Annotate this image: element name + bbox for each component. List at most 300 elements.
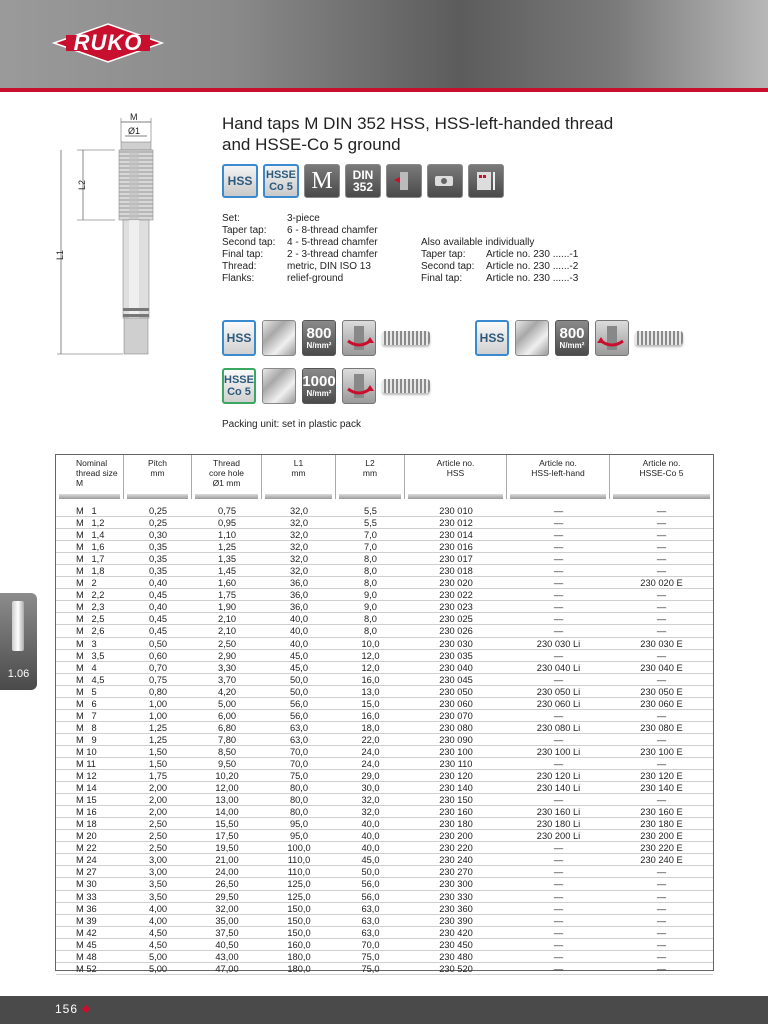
table-cell: M 30 xyxy=(76,879,97,890)
table-cell: 230 160 E xyxy=(640,807,683,818)
header-shade-bar xyxy=(195,494,258,499)
table-cell: 230 010 xyxy=(439,506,473,516)
table-cell: 35,00 xyxy=(215,915,239,926)
table-row xyxy=(56,686,713,698)
table-cell: 180,0 xyxy=(287,951,311,962)
table-cell: 63,0 xyxy=(289,734,309,745)
table-cell: 230 025 xyxy=(439,614,473,625)
table-cell: M 3,5 xyxy=(76,650,105,661)
table-cell: 230 022 xyxy=(439,590,473,601)
table-cell: 230 050 xyxy=(439,686,473,697)
table-row xyxy=(56,915,713,927)
table-row xyxy=(56,878,713,890)
tap-holder-icon xyxy=(427,164,463,198)
table-cell: 45,0 xyxy=(361,855,380,866)
table-cell: 3,50 xyxy=(148,879,168,890)
material-row-hss-left xyxy=(475,320,683,356)
column-header xyxy=(192,455,262,499)
table-row xyxy=(56,541,713,553)
table-cell: 6,80 xyxy=(217,722,237,733)
table-cell: — xyxy=(656,963,667,974)
table-cell: 230 110 xyxy=(439,758,473,769)
table-cell: M 2,2 xyxy=(76,590,105,601)
table-cell: 56,0 xyxy=(361,879,380,890)
table-cell: 230 390 xyxy=(439,915,473,926)
table-cell: 2,00 xyxy=(148,783,168,794)
hsse-co5-material-icon: HSSE Co 5 xyxy=(222,368,256,404)
hss-badge-icon: HSS xyxy=(222,164,258,198)
table-cell: 12,00 xyxy=(215,783,239,794)
table-cell: M 48 xyxy=(76,951,97,962)
table-row xyxy=(56,662,713,674)
table-cell: 2,00 xyxy=(148,795,168,806)
table-cell: 75,0 xyxy=(289,771,309,782)
table-cell: M 1 xyxy=(76,506,97,516)
steel-workpiece-icon xyxy=(262,368,296,404)
table-cell: M 8 xyxy=(76,722,97,733)
availability-list xyxy=(421,237,578,285)
table-cell: 1,10 xyxy=(217,530,237,541)
table-cell: 0,50 xyxy=(148,638,168,649)
material-row-hss-right xyxy=(222,320,430,356)
availability-heading: Also available individually xyxy=(421,237,535,248)
table-cell: — xyxy=(656,795,667,806)
table-cell: 0,25 xyxy=(148,518,168,529)
table-cell: 63,0 xyxy=(361,903,380,914)
table-cell: 32,0 xyxy=(361,795,380,806)
table-cell: 0,30 xyxy=(148,530,168,541)
table-row xyxy=(56,818,713,830)
column-header-line: HSSE-Co 5 xyxy=(639,468,684,478)
table-cell: 0,35 xyxy=(148,566,168,577)
table-cell: — xyxy=(656,530,667,541)
header-accent-line xyxy=(0,88,768,92)
table-cell: 1,75 xyxy=(217,590,237,601)
table-cell: — xyxy=(656,566,667,577)
table-cell: 4,20 xyxy=(217,686,237,697)
table-cell: 230 120 E xyxy=(640,771,683,782)
table-cell: — xyxy=(553,927,564,938)
table-cell: — xyxy=(553,867,564,878)
column-header xyxy=(610,455,713,499)
table-cell: 10,0 xyxy=(361,638,380,649)
hss-material-icon: HSS xyxy=(222,320,256,356)
table-cell: 230 200 xyxy=(439,831,473,842)
table-cell: 7,0 xyxy=(364,530,377,541)
table-cell: — xyxy=(656,542,667,553)
table-cell: M 20 xyxy=(76,831,97,842)
table-cell: 230 040 Li xyxy=(536,662,581,673)
table-cell: 0,45 xyxy=(148,590,168,601)
table-cell: 7,0 xyxy=(364,542,377,553)
table-cell: 230 330 xyxy=(439,891,473,902)
table-cell: 230 060 xyxy=(439,698,473,709)
table-body xyxy=(56,505,713,975)
table-row xyxy=(56,927,713,939)
hss-material-icon: HSS xyxy=(475,320,509,356)
column-header-line: mm xyxy=(362,468,378,478)
steel-workpiece-icon xyxy=(515,320,549,356)
table-row xyxy=(56,866,713,878)
table-cell: — xyxy=(656,903,667,914)
table-row xyxy=(56,577,713,589)
table-cell: 8,0 xyxy=(364,626,377,637)
table-row xyxy=(56,963,713,975)
table-cell: 2,10 xyxy=(217,614,237,625)
table-cell: 5,5 xyxy=(364,506,377,516)
table-row xyxy=(56,710,713,722)
table-cell: M 14 xyxy=(76,783,97,794)
table-cell: — xyxy=(553,650,564,661)
column-header-line: mm xyxy=(150,468,165,478)
table-cell: — xyxy=(553,855,564,866)
table-cell: 230 140 Li xyxy=(536,783,581,794)
table-cell: 6,00 xyxy=(217,710,237,721)
dimension-label-m: M xyxy=(130,112,138,122)
column-header-line: M xyxy=(76,478,84,488)
table-cell: 3,70 xyxy=(217,674,237,685)
table-cell: 230 026 xyxy=(439,626,473,637)
table-cell: — xyxy=(656,734,667,745)
table-cell: 0,80 xyxy=(148,686,168,697)
table-cell: — xyxy=(656,758,667,769)
table-cell: 9,0 xyxy=(364,602,377,613)
table-cell: 13,0 xyxy=(361,686,380,697)
table-cell: 230 023 xyxy=(439,602,473,613)
spec-row: Taper tap: 6 - 8-thread chamfer xyxy=(222,225,378,236)
header-shade-bar xyxy=(265,494,332,499)
spec-row: Set: 3-piece xyxy=(222,213,320,224)
table-cell: 230 180 E xyxy=(640,819,683,830)
hand-tap-icon xyxy=(12,601,24,651)
table-cell: 32,0 xyxy=(289,554,309,565)
table-cell: — xyxy=(553,578,564,589)
table-cell: — xyxy=(553,554,564,565)
table-cell: 2,50 xyxy=(217,638,237,649)
table-cell: 0,75 xyxy=(217,506,237,516)
table-cell: 230 080 xyxy=(439,722,473,733)
column-header-line: HSS xyxy=(446,468,465,478)
chamfer-angle-icon xyxy=(386,164,422,198)
table-cell: 1,45 xyxy=(217,566,237,577)
table-cell: 32,0 xyxy=(289,518,309,529)
table-cell: 230 035 xyxy=(439,650,473,661)
table-cell: M 4 xyxy=(76,662,97,673)
table-row xyxy=(56,625,713,637)
table-cell: 230 360 xyxy=(439,903,473,914)
table-cell: M 36 xyxy=(76,903,97,914)
table-row xyxy=(56,517,713,529)
table-cell: M 7 xyxy=(76,710,97,721)
table-cell: 2,10 xyxy=(217,626,237,637)
table-cell: 8,0 xyxy=(364,578,377,589)
table-cell: 230 140 xyxy=(439,783,473,794)
table-header xyxy=(56,455,713,499)
table-cell: 1,35 xyxy=(217,554,237,565)
table-cell: 43,00 xyxy=(215,951,239,962)
table-cell: 75,0 xyxy=(361,963,380,974)
table-cell: 0,45 xyxy=(148,626,168,637)
table-row xyxy=(56,782,713,794)
table-cell: 230 480 xyxy=(439,951,473,962)
table-cell: M 27 xyxy=(76,867,97,878)
table-cell: 3,00 xyxy=(148,855,168,866)
table-cell: 230 045 xyxy=(439,674,473,685)
table-cell: M 45 xyxy=(76,939,97,950)
table-cell: — xyxy=(553,963,564,974)
table-cell: M 2,5 xyxy=(76,614,105,625)
table-cell: M 4,5 xyxy=(76,674,105,685)
hsse-co5-badge-icon: HSSE Co 5 xyxy=(263,164,299,198)
table-cell: 230 060 Li xyxy=(536,698,581,709)
table-row xyxy=(56,589,713,601)
column-header-line: thread size xyxy=(76,468,118,478)
table-cell: 56,0 xyxy=(361,891,380,902)
table-cell: M 1,4 xyxy=(76,530,105,541)
table-row xyxy=(56,830,713,842)
table-cell: 40,0 xyxy=(289,614,309,625)
table-cell: 230 200 E xyxy=(640,831,683,842)
table-cell: 4,00 xyxy=(148,915,168,926)
table-cell: 0,35 xyxy=(148,554,168,565)
metric-thread-icon: M xyxy=(304,164,340,198)
header-shade-bar xyxy=(339,494,401,499)
table-cell: 230 018 xyxy=(439,566,473,577)
table-row xyxy=(56,758,713,770)
table-cell: — xyxy=(553,626,564,637)
table-cell: 230 080 E xyxy=(640,722,683,733)
table-cell: 230 080 Li xyxy=(536,722,581,733)
table-row xyxy=(56,650,713,662)
table-cell: 18,0 xyxy=(361,722,380,733)
table-cell: 3,30 xyxy=(217,662,237,673)
table-cell: 36,0 xyxy=(289,590,309,601)
table-cell: M 6 xyxy=(76,698,97,709)
table-cell: 7,80 xyxy=(217,734,237,745)
table-cell: 1,25 xyxy=(148,722,168,733)
table-cell: 0,40 xyxy=(148,602,168,613)
table-cell: — xyxy=(656,518,667,529)
table-row xyxy=(56,601,713,613)
table-cell: 1,90 xyxy=(217,602,237,613)
table-cell: — xyxy=(553,758,564,769)
table-cell: 10,20 xyxy=(215,771,239,782)
table-cell: — xyxy=(553,518,564,529)
table-cell: M 5 xyxy=(76,686,97,697)
table-cell: — xyxy=(553,602,564,613)
table-cell: 8,0 xyxy=(364,614,377,625)
table-cell: M 39 xyxy=(76,915,97,926)
table-row xyxy=(56,734,713,746)
table-cell: 63,0 xyxy=(289,722,309,733)
table-cell: M 16 xyxy=(76,807,97,818)
spec-row: Second tap: 4 - 5-thread chamfer xyxy=(222,237,378,248)
table-cell: 230 120 xyxy=(439,771,473,782)
table-cell: 4,50 xyxy=(148,939,168,950)
table-cell: 2,90 xyxy=(217,650,237,661)
column-header-line: Article no. xyxy=(539,458,577,468)
table-cell: 230 120 Li xyxy=(536,771,581,782)
table-cell: 230 160 xyxy=(439,807,473,818)
table-cell: 13,00 xyxy=(215,795,239,806)
table-cell: 80,0 xyxy=(289,807,309,818)
table-row xyxy=(56,854,713,866)
table-cell: — xyxy=(553,614,564,625)
column-header xyxy=(56,455,124,499)
table-cell: 230 050 Li xyxy=(536,686,581,697)
table-cell: 12,0 xyxy=(361,662,380,673)
table-cell: 0,75 xyxy=(148,674,168,685)
table-cell: 110,0 xyxy=(287,855,311,866)
table-cell: 230 180 Li xyxy=(536,819,581,830)
table-cell: — xyxy=(656,602,667,613)
table-cell: 230 450 xyxy=(439,939,473,950)
page-number: 156 xyxy=(55,1002,79,1016)
table-cell: — xyxy=(656,927,667,938)
header-shade-bar xyxy=(408,494,503,499)
table-cell: 8,50 xyxy=(217,746,237,757)
table-cell: — xyxy=(656,614,667,625)
table-cell: — xyxy=(553,566,564,577)
column-header-line: L2 xyxy=(365,458,375,468)
table-cell: — xyxy=(656,939,667,950)
column-header-line: Article no. xyxy=(436,458,475,468)
table-cell: 22,0 xyxy=(361,734,380,745)
spec-row: Flanks: relief-ground xyxy=(222,273,344,284)
product-title: Hand taps M DIN 352 HSS, HSS-left-handed thread and HSSE-Co 5 ground xyxy=(222,114,614,154)
table-cell: 230 070 xyxy=(439,710,473,721)
section-side-tab[interactable] xyxy=(0,593,37,690)
table-cell: 1,00 xyxy=(148,710,168,721)
table-row xyxy=(56,638,713,650)
table-row xyxy=(56,613,713,625)
table-cell: M 24 xyxy=(76,855,97,866)
table-cell: — xyxy=(656,506,667,516)
dimension-label-l1: L1 xyxy=(55,249,66,261)
table-cell: 230 270 xyxy=(439,867,473,878)
table-cell: 230 200 Li xyxy=(536,831,581,842)
table-cell: 36,0 xyxy=(289,578,309,589)
header-shade-bar xyxy=(127,494,188,499)
table-cell: — xyxy=(553,879,564,890)
table-cell: — xyxy=(553,795,564,806)
table-cell: 230 150 xyxy=(439,795,473,806)
column-header-line: Nominal xyxy=(76,458,108,468)
table-cell: — xyxy=(656,590,667,601)
availability-row: Second tap: Article no. 230 ......-2 xyxy=(421,261,579,272)
material-row-hsse-right xyxy=(222,368,430,404)
table-row xyxy=(56,794,713,806)
table-cell: M 22 xyxy=(76,843,97,854)
column-header xyxy=(124,455,192,499)
table-cell: — xyxy=(656,915,667,926)
column-header xyxy=(262,455,336,499)
table-cell: 75,0 xyxy=(361,951,380,962)
table-cell: 0,35 xyxy=(148,542,168,553)
column-header xyxy=(336,455,405,499)
table-cell: 26,50 xyxy=(215,879,239,890)
table-cell: 110,0 xyxy=(287,867,311,878)
table-cell: 230 100 xyxy=(439,746,473,757)
table-cell: 1,75 xyxy=(148,771,168,782)
thread-profile-icon xyxy=(635,331,683,345)
ruko-logo: RUKO xyxy=(52,22,164,64)
table-cell: 37,50 xyxy=(215,927,239,938)
table-cell: 1,25 xyxy=(148,734,168,745)
table-cell: 3,00 xyxy=(148,867,168,878)
table-cell: 230 180 xyxy=(439,819,473,830)
table-cell: 40,0 xyxy=(361,843,380,854)
table-cell: 95,0 xyxy=(289,819,309,830)
table-cell: — xyxy=(656,891,667,902)
table-cell: 180,0 xyxy=(287,963,311,974)
table-cell: 230 040 E xyxy=(640,662,683,673)
table-cell: 45,0 xyxy=(289,662,309,673)
table-cell: — xyxy=(656,650,667,661)
table-cell: 230 030 Li xyxy=(536,638,581,649)
table-cell: 230 420 xyxy=(439,927,473,938)
column-header-line: Ø1 mm xyxy=(212,478,241,488)
column-header-line: Pitch xyxy=(148,458,167,468)
section-number: 1.06 xyxy=(7,668,30,680)
table-cell: 9,50 xyxy=(217,758,237,769)
tap-dimension-drawing xyxy=(55,112,195,362)
table-cell: 150,0 xyxy=(287,915,311,926)
table-cell: M 1,6 xyxy=(76,542,105,553)
table-cell: 19,50 xyxy=(215,843,239,854)
table-cell: 4,50 xyxy=(148,927,168,938)
table-cell: — xyxy=(553,542,564,553)
table-cell: 230 140 E xyxy=(640,783,683,794)
table-cell: 230 520 xyxy=(439,963,473,974)
column-header-line: core hole xyxy=(209,468,244,478)
table-cell: 230 100 E xyxy=(640,746,683,757)
table-cell: 1,60 xyxy=(217,578,237,589)
table-cell: 230 030 xyxy=(439,638,473,649)
tensile-strength-badge: 800 N/mm² xyxy=(555,320,589,356)
dimension-label-l2: L2 xyxy=(77,179,88,191)
table-cell: 160,0 xyxy=(287,939,311,950)
table-cell: 29,0 xyxy=(361,771,380,782)
thread-profile-icon xyxy=(382,331,430,345)
table-cell: 15,50 xyxy=(215,819,239,830)
table-cell: — xyxy=(656,951,667,962)
feature-icon-row xyxy=(222,164,504,198)
table-cell: 80,0 xyxy=(289,795,309,806)
table-cell: 30,0 xyxy=(361,783,380,794)
table-cell: 17,50 xyxy=(215,831,239,842)
table-cell: M 2,3 xyxy=(76,602,105,613)
table-cell: 230 220 E xyxy=(640,843,683,854)
table-row xyxy=(56,891,713,903)
column-header xyxy=(507,455,610,499)
table-cell: 56,0 xyxy=(289,698,309,709)
table-row xyxy=(56,806,713,818)
table-cell: — xyxy=(553,506,564,516)
table-cell: 230 012 xyxy=(439,518,473,529)
table-cell: 125,0 xyxy=(287,879,311,890)
table-cell: 150,0 xyxy=(287,927,311,938)
header-shade-bar xyxy=(59,494,120,499)
table-cell: 0,60 xyxy=(148,650,168,661)
table-cell: M 1,8 xyxy=(76,566,105,577)
table-row xyxy=(56,842,713,854)
table-cell: 230 100 Li xyxy=(536,746,581,757)
column-header xyxy=(405,455,507,499)
table-cell: 230 030 E xyxy=(640,638,683,649)
table-cell: 80,0 xyxy=(289,783,309,794)
table-row xyxy=(56,674,713,686)
